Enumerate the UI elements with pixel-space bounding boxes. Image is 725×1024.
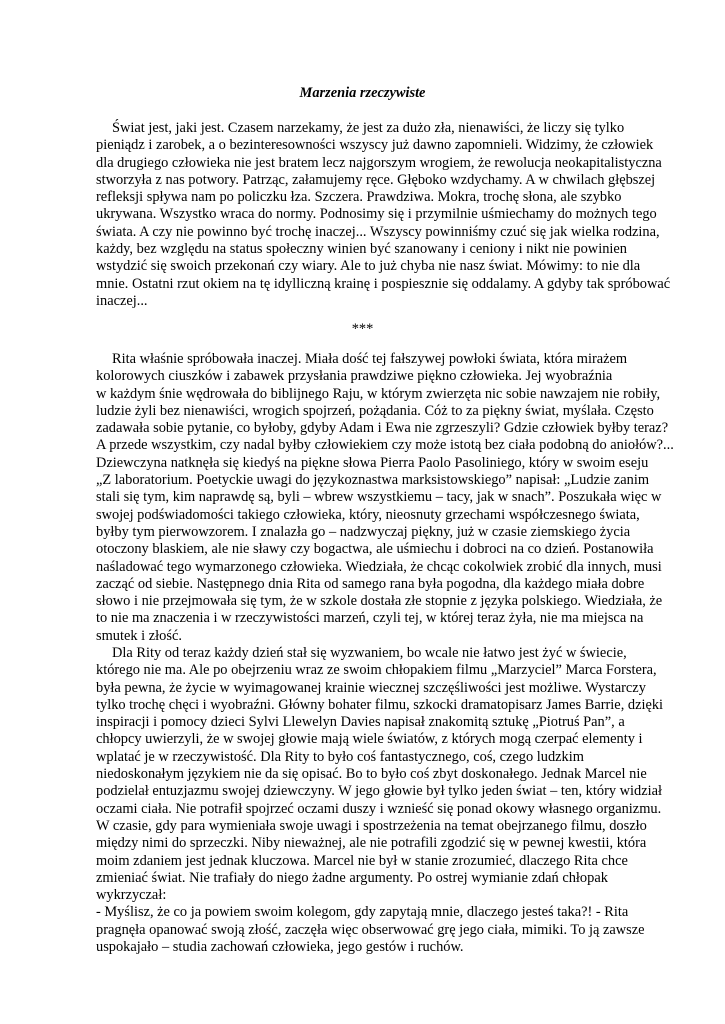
text-line: to nie ma znaczenia i w rzeczywistości marzeń, czyli tej, w której teraz żyła, nie ma miejsca na: [96, 610, 644, 627]
text-line: oczami ciała. Nie potrafił spojrzeć oczami duszy i wznieść się ponad okowy własnego organizmu.: [96, 800, 662, 817]
text-line: stali się tym, kim naprawdę są, byli – wbrew wszystkiemu – tacy, jak w snach”. Poszukała więc w: [96, 489, 662, 506]
text-line: ukrywana. Wszystko wraca do normy. Podnosimy się i przymilnie uśmiechamy do możnych tego: [96, 206, 657, 223]
text-line: świata. A czy nie powinno być trochę inaczej... Wszyscy powinniśmy czuć się jak wielka rodzina,: [96, 223, 660, 240]
text-line: zacząć od siebie. Następnego dnia Rita od samego rana była pogodna, dla każdego miała dobre: [96, 575, 645, 592]
text-line: podzielał entuzjazmu swojej dziewczyny. W jego głowie był tylko jeden świat – ten, który widział: [96, 783, 663, 800]
text-line: pragnęła opanować swoją złość, zaczęła więc obserwować grę jego ciała, mimiki. To ją zawsze: [96, 921, 645, 938]
text-line: naśladować tego wymarzonego człowieka. Wiedziała, że chcąc cokolwiek zrobić dla innych, musi: [96, 558, 662, 575]
text-line: słowo i nie przejmowała się tym, że w szkole dostała złe stopnie z języka polskiego. Wiedziała, że: [96, 593, 663, 610]
text-line: A przede wszystkim, czy nadal byłby człowiekiem czy może istotą bez ciała podobną do aniołów?...: [96, 437, 674, 454]
text-line: „Z laboratorium. Poetyckie uwagi do językoznastwa marksistowskiego” napisał: „Ludzie zanim: [96, 472, 650, 489]
text-line: Rita właśnie spróbowała inaczej. Miała dość tej fałszywej powłoki świata, która mirażem: [112, 351, 628, 367]
text-line: inspiracji i pomocy dzieci Sylvi Llewelyn Davies napisał znakomitą sztukę „Piotruś Pan”, a: [96, 714, 625, 731]
paragraph-intro: [96, 120, 671, 310]
text-line: uspokajało – studia zachowań człowieka, jego gestów i ruchów.: [96, 939, 464, 956]
page-title: Marzenia rzeczywiste: [299, 85, 426, 101]
text-line: Świat jest, jaki jest. Czasem narzekamy, że jest za dużo zła, nienawiści, że liczy się tylko: [112, 120, 625, 136]
text-line: zmieniać świat. Nie trafiały do niego żadne argumenty. Po ostrej wymianie zdań chłopak: [96, 869, 608, 886]
text-line: między nimi do sprzeczki. Niby nieważnej, ale nie potrafili zgodzić się w pewnej kwestii, która: [96, 835, 647, 852]
paragraph-rita-story: [96, 351, 674, 645]
text-line: wstydzić się swoich przekonań czy wiary. Ale to już chyba nie nasz świat. Mówimy: to nie dla: [96, 258, 641, 275]
text-line: zadawała sobie pytanie, co byłoby, gdyby Adam i Ewa nie zgrzeszyli? Gdzie człowiek byłby teraz?: [96, 420, 669, 437]
text-line: chłopcy uwierzyli, że w swojej głowie mają wiele światów, z których mogą czerpać elementy i: [96, 731, 643, 748]
text-line: inaczej...: [96, 292, 148, 309]
text-line: wplatać je w rzeczywistość. Dla Rity to było coś fantastycznego, coś, czego ludzkim: [96, 748, 584, 765]
text-line: otoczony blaskiem, ale nie sławy czy bogactwa, ale uśmiechu i dobroci na co dzień. Postanowiła: [96, 541, 654, 558]
section-separator: ***: [351, 321, 374, 337]
text-line: stworzyła z nas potwory. Patrząc, załamujemy ręce. Głęboko wzdychamy. A w chwilach głębszej: [96, 171, 656, 188]
text-line: byłby tym pierwowzorem. I znalazła go – nadzwyczaj piękny, już w czasie ziemskiego życia: [96, 523, 631, 540]
text-line: mnie. Ostatni rzut okiem na tę idylliczną krainę i pospiesznie się oddalamy. A gdyby tak spróbować: [96, 275, 671, 292]
text-line: w każdym śnie wędrowała do biblijnego Raju, w którym zwierzęta nic sobie nawzajem nie robiły,: [96, 385, 661, 402]
text-line: każdy, bez względu na status społeczny winien być szanowany i ceniony i nikt nie powinien: [96, 241, 627, 258]
text-line: kolorowych ciuszków i zabawek przysłania prawdziwe piękno człowieka. Jej wyobraźnia: [96, 368, 613, 385]
text-line: W czasie, gdy para wymieniała swoje uwagi i spostrzeżenia na temat obejrzanego filmu, doszło: [96, 817, 647, 834]
text-line: Dla Rity od teraz każdy dzień stał się wyzwaniem, bo wcale nie łatwo jest żyć w świecie,: [112, 645, 627, 661]
text-line: niedoskonałym językiem nie da się opisać. Bo to było coś zbyt doskonałego. Jednak Marcel nie: [96, 766, 647, 783]
text-line: pieniądz i zarobek, a o bezinteresowności wszyscy już dawno zapomnieli. Widzimy, że człowiek: [96, 137, 654, 154]
text-line: Dziewczyna natknęła się kiedyś na piękne słowa Pierra Paolo Pasoliniego, który w swoim eseju: [96, 454, 649, 471]
text-line: swojej podświadomości takiego człowieka, który, nieosnuty grzechami współczesnego świata,: [96, 506, 640, 523]
text-line: wykrzyczał:: [96, 887, 167, 904]
text-line: dla drugiego człowieka nie jest bratem lecz najgorszym wrogiem, że rewolucja neokapitalistyczna: [96, 154, 662, 171]
text-line: którego nie ma. Ale po obejrzeniu wraz ze swoim chłopakiem filmu „Marzyciel” Marca Forstera,: [96, 662, 657, 679]
text-line: moim zdaniem jest jednak kluczowa. Marcel nie był w stanie zrozumieć, dlaczego Rita chce: [96, 852, 628, 869]
text-line: była pewna, że życie w wyimagowanej krainie wiecznej szczęśliwości jest możliwe. Wystarczy: [96, 679, 646, 696]
text-line: smutek i złość.: [96, 627, 182, 644]
text-line: refleksji spływa nam po policzku łza. Szczera. Prawdziwa. Mokra, trochę słona, ale szybko: [96, 189, 622, 206]
text-line: ludzie żyli bez nienawiści, wrogich spojrzeń, pożądania. Cóż to za piękny świat, myślała. Często: [96, 402, 654, 419]
text-line: tylko trochę chęci i wyobraźni. Główny bohater filmu, szkocki dramatopisarz James Barrie, dzięki: [96, 696, 664, 713]
paragraph-rity-challenge: [96, 645, 664, 956]
text-line: - Myślisz, że co ja powiem swoim kolegom, gdy zapytają mnie, dlaczego jesteś taka?! - Rita: [96, 904, 629, 921]
